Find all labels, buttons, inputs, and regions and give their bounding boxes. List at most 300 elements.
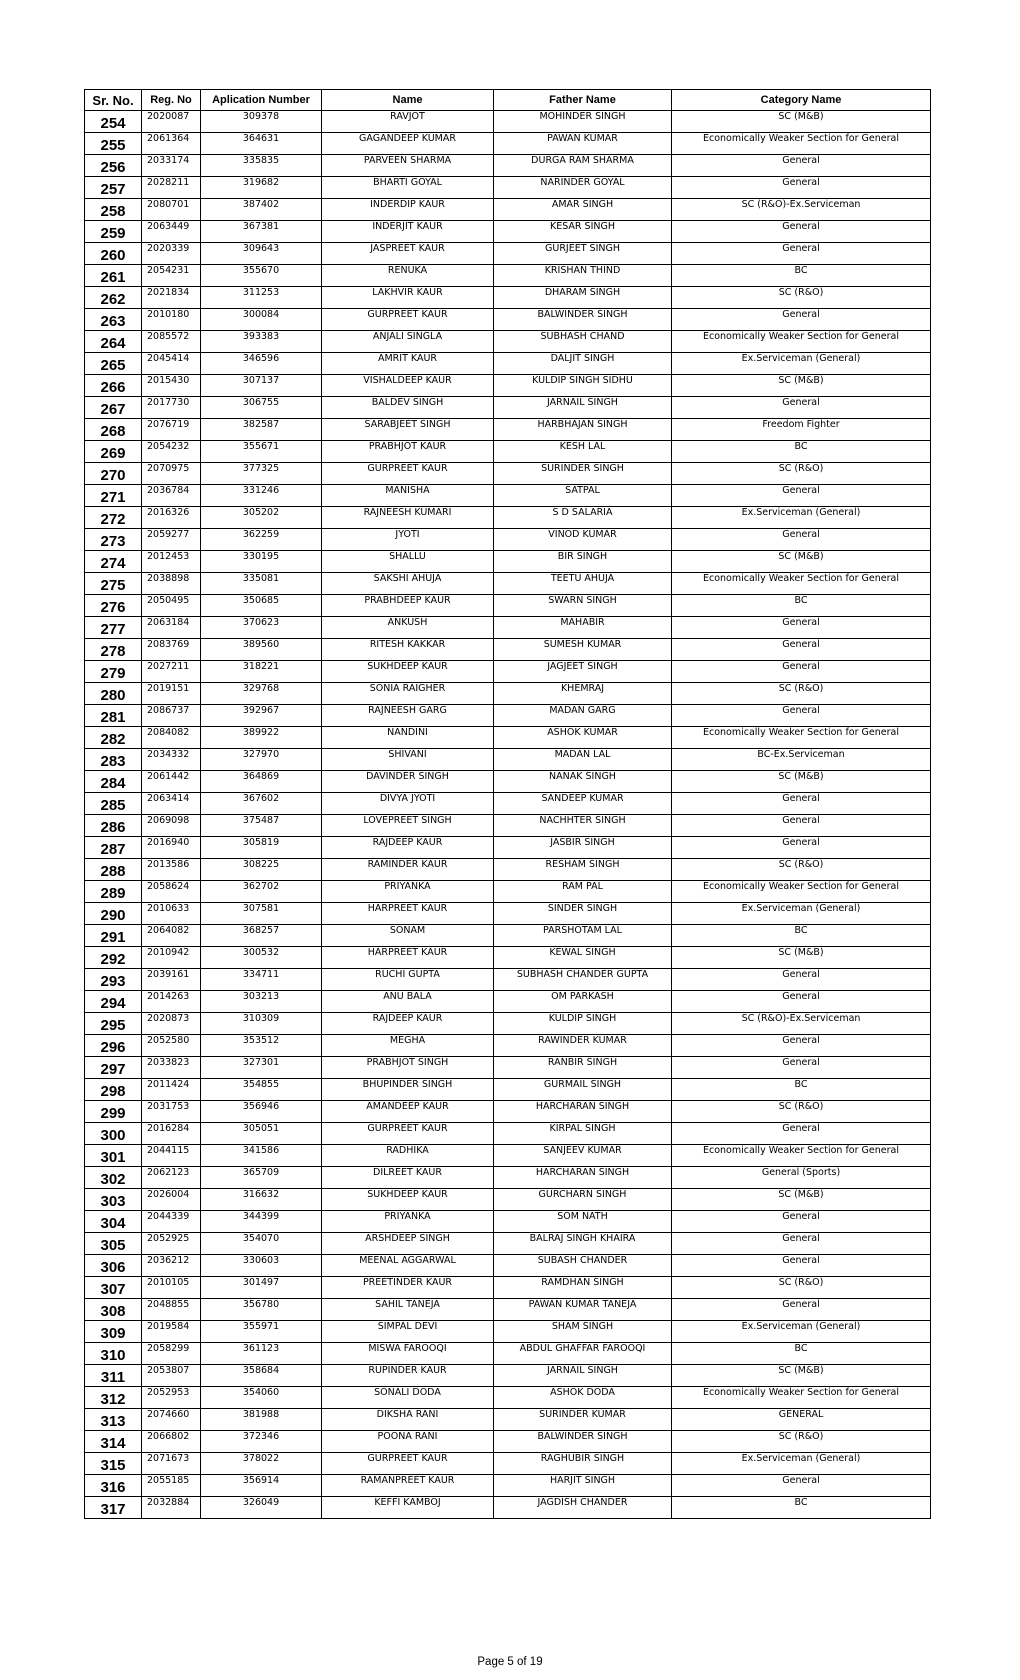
table-row (85, 133, 931, 155)
cell-category-name: SC (M&B) (672, 1189, 931, 1211)
cell-sr-no: 310 (85, 1343, 142, 1365)
cell-category-name: Freedom Fighter (672, 419, 931, 441)
cell-sr-no: 275 (85, 573, 142, 595)
cell-father-name: SOM NATH (494, 1211, 672, 1233)
cell-name: ANJALI SINGLA (322, 331, 494, 353)
cell-category-name: General (672, 1211, 931, 1233)
cell-sr-no: 282 (85, 727, 142, 749)
cell-father-name: GURMAIL SINGH (494, 1079, 672, 1101)
table-body (85, 111, 931, 1519)
table-row (85, 331, 931, 353)
cell-reg-no: 2086737 (142, 705, 201, 727)
table-row (85, 375, 931, 397)
cell-sr-no: 266 (85, 375, 142, 397)
cell-sr-no: 271 (85, 485, 142, 507)
cell-reg-no: 2017730 (142, 397, 201, 419)
cell-name: PRABHDEEP KAUR (322, 595, 494, 617)
cell-reg-no: 2027211 (142, 661, 201, 683)
cell-name: ARSHDEEP SINGH (322, 1233, 494, 1255)
cell-sr-no: 284 (85, 771, 142, 793)
cell-father-name: PARSHOTAM LAL (494, 925, 672, 947)
cell-reg-no: 2032884 (142, 1497, 201, 1519)
table-row (85, 617, 931, 639)
cell-category-name: General (672, 397, 931, 419)
table-row (85, 265, 931, 287)
cell-name: RAMANPREET KAUR (322, 1475, 494, 1497)
cell-reg-no: 2048855 (142, 1299, 201, 1321)
cell-name: RADHIKA (322, 1145, 494, 1167)
cell-reg-no: 2036784 (142, 485, 201, 507)
cell-application-number: 354855 (201, 1079, 322, 1101)
cell-reg-no: 2062123 (142, 1167, 201, 1189)
cell-category-name: Ex.Serviceman (General) (672, 353, 931, 375)
header-name: Name (322, 90, 494, 111)
cell-category-name: BC (672, 1079, 931, 1101)
cell-sr-no: 296 (85, 1035, 142, 1057)
cell-application-number: 305202 (201, 507, 322, 529)
cell-category-name: General (672, 243, 931, 265)
cell-father-name: DHARAM SINGH (494, 287, 672, 309)
cell-name: AMRIT KAUR (322, 353, 494, 375)
cell-sr-no: 281 (85, 705, 142, 727)
table-row (85, 969, 931, 991)
cell-name: RUPINDER KAUR (322, 1365, 494, 1387)
cell-father-name: SUMESH KUMAR (494, 639, 672, 661)
cell-sr-no: 300 (85, 1123, 142, 1145)
table-row (85, 749, 931, 771)
table-row (85, 903, 931, 925)
cell-application-number: 327970 (201, 749, 322, 771)
cell-name: PRABHJOT SINGH (322, 1057, 494, 1079)
cell-sr-no: 268 (85, 419, 142, 441)
cell-category-name: General (672, 969, 931, 991)
cell-category-name: SC (R&O)-Ex.Serviceman (672, 1013, 931, 1035)
cell-father-name: JAGJEET SINGH (494, 661, 672, 683)
table-header (85, 90, 931, 111)
cell-category-name: Ex.Serviceman (General) (672, 1321, 931, 1343)
cell-sr-no: 273 (85, 529, 142, 551)
header-row (85, 90, 931, 111)
cell-application-number: 387402 (201, 199, 322, 221)
cell-sr-no: 292 (85, 947, 142, 969)
table-row (85, 155, 931, 177)
cell-application-number: 350685 (201, 595, 322, 617)
cell-sr-no: 261 (85, 265, 142, 287)
cell-application-number: 362259 (201, 529, 322, 551)
cell-father-name: BALWINDER SINGH (494, 1431, 672, 1453)
cell-father-name: VINOD KUMAR (494, 529, 672, 551)
cell-category-name: Economically Weaker Section for General (672, 331, 931, 353)
table-row (85, 705, 931, 727)
cell-reg-no: 2016284 (142, 1123, 201, 1145)
cell-reg-no: 2010942 (142, 947, 201, 969)
cell-application-number: 306755 (201, 397, 322, 419)
cell-category-name: General (672, 639, 931, 661)
cell-father-name: SURINDER KUMAR (494, 1409, 672, 1431)
cell-reg-no: 2016940 (142, 837, 201, 859)
cell-reg-no: 2044115 (142, 1145, 201, 1167)
cell-application-number: 309378 (201, 111, 322, 133)
page-number: Page 5 of 19 (477, 1656, 543, 1668)
cell-name: MISWA FAROOQI (322, 1343, 494, 1365)
cell-sr-no: 305 (85, 1233, 142, 1255)
cell-name: BHUPINDER SINGH (322, 1079, 494, 1101)
cell-father-name: PAWAN KUMAR TANEJA (494, 1299, 672, 1321)
cell-name: GURPREET KAUR (322, 309, 494, 331)
cell-sr-no: 295 (85, 1013, 142, 1035)
table-row (85, 177, 931, 199)
cell-name: GURPREET KAUR (322, 463, 494, 485)
cell-reg-no: 2011424 (142, 1079, 201, 1101)
cell-name: LOVEPREET SINGH (322, 815, 494, 837)
cell-reg-no: 2069098 (142, 815, 201, 837)
cell-reg-no: 2014263 (142, 991, 201, 1013)
table-row (85, 1255, 931, 1277)
cell-father-name: SHAM SINGH (494, 1321, 672, 1343)
cell-application-number: 327301 (201, 1057, 322, 1079)
cell-reg-no: 2070975 (142, 463, 201, 485)
cell-category-name: General (672, 991, 931, 1013)
cell-application-number: 361123 (201, 1343, 322, 1365)
cell-sr-no: 254 (85, 111, 142, 133)
cell-sr-no: 309 (85, 1321, 142, 1343)
cell-application-number: 364869 (201, 771, 322, 793)
cell-reg-no: 2053807 (142, 1365, 201, 1387)
table-row (85, 1453, 931, 1475)
cell-reg-no: 2083769 (142, 639, 201, 661)
cell-reg-no: 2013586 (142, 859, 201, 881)
table-row (85, 441, 931, 463)
cell-reg-no: 2064082 (142, 925, 201, 947)
cell-name: SHALLU (322, 551, 494, 573)
cell-name: INDERDIP KAUR (322, 199, 494, 221)
cell-father-name: NANAK SINGH (494, 771, 672, 793)
cell-sr-no: 269 (85, 441, 142, 463)
cell-category-name: General (Sports) (672, 1167, 931, 1189)
cell-father-name: JAGDISH CHANDER (494, 1497, 672, 1519)
cell-sr-no: 304 (85, 1211, 142, 1233)
cell-reg-no: 2076719 (142, 419, 201, 441)
cell-name: PRIYANKA (322, 1211, 494, 1233)
cell-category-name: General (672, 155, 931, 177)
cell-reg-no: 2021834 (142, 287, 201, 309)
table-row (85, 485, 931, 507)
cell-reg-no: 2026004 (142, 1189, 201, 1211)
cell-father-name: KEWAL SINGH (494, 947, 672, 969)
cell-name: MEENAL AGGARWAL (322, 1255, 494, 1277)
cell-father-name: RANBIR SINGH (494, 1057, 672, 1079)
cell-reg-no: 2063184 (142, 617, 201, 639)
cell-category-name: General (672, 177, 931, 199)
cell-category-name: BC (672, 925, 931, 947)
cell-father-name: RAM PAL (494, 881, 672, 903)
cell-sr-no: 287 (85, 837, 142, 859)
cell-sr-no: 270 (85, 463, 142, 485)
cell-category-name: SC (R&O)-Ex.Serviceman (672, 199, 931, 221)
cell-application-number: 301497 (201, 1277, 322, 1299)
cell-category-name: SC (M&B) (672, 551, 931, 573)
cell-application-number: 393383 (201, 331, 322, 353)
header-category-name: Category Name (672, 90, 931, 111)
cell-sr-no: 314 (85, 1431, 142, 1453)
cell-application-number: 300084 (201, 309, 322, 331)
cell-reg-no: 2012453 (142, 551, 201, 573)
cell-sr-no: 311 (85, 1365, 142, 1387)
cell-reg-no: 2034332 (142, 749, 201, 771)
cell-father-name: DURGA RAM SHARMA (494, 155, 672, 177)
cell-category-name: General (672, 1057, 931, 1079)
table-row (85, 529, 931, 551)
table-row (85, 243, 931, 265)
cell-name: GAGANDEEP KUMAR (322, 133, 494, 155)
cell-name: RENUKA (322, 265, 494, 287)
cell-application-number: 308225 (201, 859, 322, 881)
cell-sr-no: 288 (85, 859, 142, 881)
cell-reg-no: 2061442 (142, 771, 201, 793)
cell-reg-no: 2061364 (142, 133, 201, 155)
cell-name: PARVEEN SHARMA (322, 155, 494, 177)
cell-name: PRABHJOT KAUR (322, 441, 494, 463)
cell-name: SUKHDEEP KAUR (322, 1189, 494, 1211)
candidate-list-table (84, 89, 931, 1519)
cell-father-name: SUBHASH CHAND (494, 331, 672, 353)
cell-sr-no: 294 (85, 991, 142, 1013)
cell-category-name: General (672, 1035, 931, 1057)
cell-father-name: TEETU AHUJA (494, 573, 672, 595)
table-row (85, 199, 931, 221)
cell-application-number: 309643 (201, 243, 322, 265)
cell-father-name: SINDER SINGH (494, 903, 672, 925)
cell-reg-no: 2015430 (142, 375, 201, 397)
header-sr-no: Sr. No. (85, 90, 142, 111)
cell-category-name: SC (R&O) (672, 1277, 931, 1299)
cell-name: DIKSHA RANI (322, 1409, 494, 1431)
table-row (85, 837, 931, 859)
cell-father-name: HARBHAJAN SINGH (494, 419, 672, 441)
cell-name: BHARTI GOYAL (322, 177, 494, 199)
cell-reg-no: 2020339 (142, 243, 201, 265)
cell-sr-no: 290 (85, 903, 142, 925)
table-row (85, 1057, 931, 1079)
cell-name: RAJNEESH KUMARI (322, 507, 494, 529)
cell-name: SONALI DODA (322, 1387, 494, 1409)
cell-father-name: DALJIT SINGH (494, 353, 672, 375)
cell-father-name: MADAN LAL (494, 749, 672, 771)
cell-father-name: KESAR SINGH (494, 221, 672, 243)
cell-category-name: General (672, 529, 931, 551)
cell-father-name: JARNAIL SINGH (494, 1365, 672, 1387)
cell-father-name: MADAN GARG (494, 705, 672, 727)
cell-reg-no: 2044339 (142, 1211, 201, 1233)
cell-application-number: 354060 (201, 1387, 322, 1409)
cell-sr-no: 276 (85, 595, 142, 617)
cell-reg-no: 2020087 (142, 111, 201, 133)
cell-father-name: HARCHARAN SINGH (494, 1167, 672, 1189)
cell-sr-no: 272 (85, 507, 142, 529)
cell-reg-no: 2054232 (142, 441, 201, 463)
cell-sr-no: 306 (85, 1255, 142, 1277)
cell-sr-no: 303 (85, 1189, 142, 1211)
table-row (85, 1233, 931, 1255)
cell-name: GURPREET KAUR (322, 1123, 494, 1145)
cell-application-number: 375487 (201, 815, 322, 837)
cell-application-number: 330603 (201, 1255, 322, 1277)
cell-category-name: General (672, 617, 931, 639)
cell-name: BALDEV SINGH (322, 397, 494, 419)
cell-category-name: BC (672, 595, 931, 617)
cell-application-number: 356780 (201, 1299, 322, 1321)
cell-sr-no: 260 (85, 243, 142, 265)
cell-application-number: 305051 (201, 1123, 322, 1145)
cell-reg-no: 2019151 (142, 683, 201, 705)
cell-sr-no: 283 (85, 749, 142, 771)
table-row (85, 1409, 931, 1431)
cell-name: RUCHI GUPTA (322, 969, 494, 991)
table-row (85, 991, 931, 1013)
cell-reg-no: 2050495 (142, 595, 201, 617)
cell-father-name: SURINDER SINGH (494, 463, 672, 485)
cell-sr-no: 257 (85, 177, 142, 199)
cell-name: HARPREET KAUR (322, 947, 494, 969)
table-row (85, 661, 931, 683)
table-row (85, 309, 931, 331)
table-row (85, 287, 931, 309)
cell-reg-no: 2066802 (142, 1431, 201, 1453)
cell-father-name: ASHOK KUMAR (494, 727, 672, 749)
cell-category-name: SC (R&O) (672, 1431, 931, 1453)
table-row (85, 1277, 931, 1299)
cell-sr-no: 255 (85, 133, 142, 155)
table-row (85, 1013, 931, 1035)
cell-sr-no: 317 (85, 1497, 142, 1519)
table-row (85, 793, 931, 815)
cell-name: MANISHA (322, 485, 494, 507)
cell-application-number: 335081 (201, 573, 322, 595)
cell-father-name: BIR SINGH (494, 551, 672, 573)
header-reg-no: Reg. No (142, 90, 201, 111)
cell-application-number: 353512 (201, 1035, 322, 1057)
cell-name: POONA RANI (322, 1431, 494, 1453)
cell-application-number: 356946 (201, 1101, 322, 1123)
cell-category-name: Economically Weaker Section for General (672, 573, 931, 595)
cell-father-name: HARCHARAN SINGH (494, 1101, 672, 1123)
cell-name: KEFFI KAMBOJ (322, 1497, 494, 1519)
cell-application-number: 372346 (201, 1431, 322, 1453)
cell-application-number: 392967 (201, 705, 322, 727)
cell-sr-no: 289 (85, 881, 142, 903)
cell-application-number: 355670 (201, 265, 322, 287)
cell-category-name: General (672, 309, 931, 331)
cell-category-name: Economically Weaker Section for General (672, 133, 931, 155)
cell-name: SAKSHI AHUJA (322, 573, 494, 595)
cell-application-number: 344399 (201, 1211, 322, 1233)
cell-sr-no: 277 (85, 617, 142, 639)
cell-name: JASPREET KAUR (322, 243, 494, 265)
cell-sr-no: 280 (85, 683, 142, 705)
cell-father-name: JARNAIL SINGH (494, 397, 672, 419)
cell-application-number: 354070 (201, 1233, 322, 1255)
cell-father-name: KHEMRAJ (494, 683, 672, 705)
cell-sr-no: 316 (85, 1475, 142, 1497)
cell-application-number: 382587 (201, 419, 322, 441)
cell-application-number: 367381 (201, 221, 322, 243)
cell-category-name: Economically Weaker Section for General (672, 1145, 931, 1167)
cell-category-name: BC-Ex.Serviceman (672, 749, 931, 771)
cell-application-number: 389560 (201, 639, 322, 661)
table-row (85, 947, 931, 969)
cell-application-number: 303213 (201, 991, 322, 1013)
cell-name: SONIA RAIGHER (322, 683, 494, 705)
cell-name: SARABJEET SINGH (322, 419, 494, 441)
cell-father-name: KULDIP SINGH SIDHU (494, 375, 672, 397)
cell-category-name: General (672, 485, 931, 507)
cell-father-name: NARINDER GOYAL (494, 177, 672, 199)
cell-name: SAHIL TANEJA (322, 1299, 494, 1321)
cell-category-name: SC (R&O) (672, 463, 931, 485)
cell-name: RAVJOT (322, 111, 494, 133)
cell-category-name: Economically Weaker Section for General (672, 727, 931, 749)
cell-reg-no: 2016326 (142, 507, 201, 529)
cell-father-name: ABDUL GHAFFAR FAROOQI (494, 1343, 672, 1365)
table-row (85, 1299, 931, 1321)
cell-application-number: 300532 (201, 947, 322, 969)
cell-sr-no: 307 (85, 1277, 142, 1299)
cell-category-name: Ex.Serviceman (General) (672, 1453, 931, 1475)
cell-name: RAMINDER KAUR (322, 859, 494, 881)
table-row (85, 595, 931, 617)
cell-category-name: Economically Weaker Section for General (672, 1387, 931, 1409)
header-father-name: Father Name (494, 90, 672, 111)
cell-father-name: KIRPAL SINGH (494, 1123, 672, 1145)
cell-reg-no: 2055185 (142, 1475, 201, 1497)
table-row (85, 1497, 931, 1519)
cell-reg-no: 2036212 (142, 1255, 201, 1277)
cell-name: RITESH KAKKAR (322, 639, 494, 661)
table-row (85, 1035, 931, 1057)
cell-category-name: SC (M&B) (672, 111, 931, 133)
cell-father-name: MAHABIR (494, 617, 672, 639)
table-row (85, 1475, 931, 1497)
table-row (85, 1123, 931, 1145)
cell-name: PREETINDER KAUR (322, 1277, 494, 1299)
cell-name: SONAM (322, 925, 494, 947)
cell-sr-no: 293 (85, 969, 142, 991)
cell-application-number: 355971 (201, 1321, 322, 1343)
cell-reg-no: 2010105 (142, 1277, 201, 1299)
cell-application-number: 377325 (201, 463, 322, 485)
cell-name: ANU BALA (322, 991, 494, 1013)
cell-sr-no: 262 (85, 287, 142, 309)
cell-father-name: MOHINDER SINGH (494, 111, 672, 133)
cell-name: DIVYA JYOTI (322, 793, 494, 815)
cell-reg-no: 2038898 (142, 573, 201, 595)
cell-sr-no: 286 (85, 815, 142, 837)
cell-reg-no: 2010633 (142, 903, 201, 925)
cell-application-number: 358684 (201, 1365, 322, 1387)
cell-father-name: RAMDHAN SINGH (494, 1277, 672, 1299)
cell-reg-no: 2033823 (142, 1057, 201, 1079)
cell-name: GURPREET KAUR (322, 1453, 494, 1475)
table-row (85, 1431, 931, 1453)
cell-father-name: KRISHAN THIND (494, 265, 672, 287)
cell-father-name: SANDEEP KUMAR (494, 793, 672, 815)
cell-application-number: 318221 (201, 661, 322, 683)
cell-name: SUKHDEEP KAUR (322, 661, 494, 683)
cell-category-name: SC (R&O) (672, 287, 931, 309)
cell-sr-no: 279 (85, 661, 142, 683)
cell-category-name: General (672, 1475, 931, 1497)
cell-father-name: SATPAL (494, 485, 672, 507)
